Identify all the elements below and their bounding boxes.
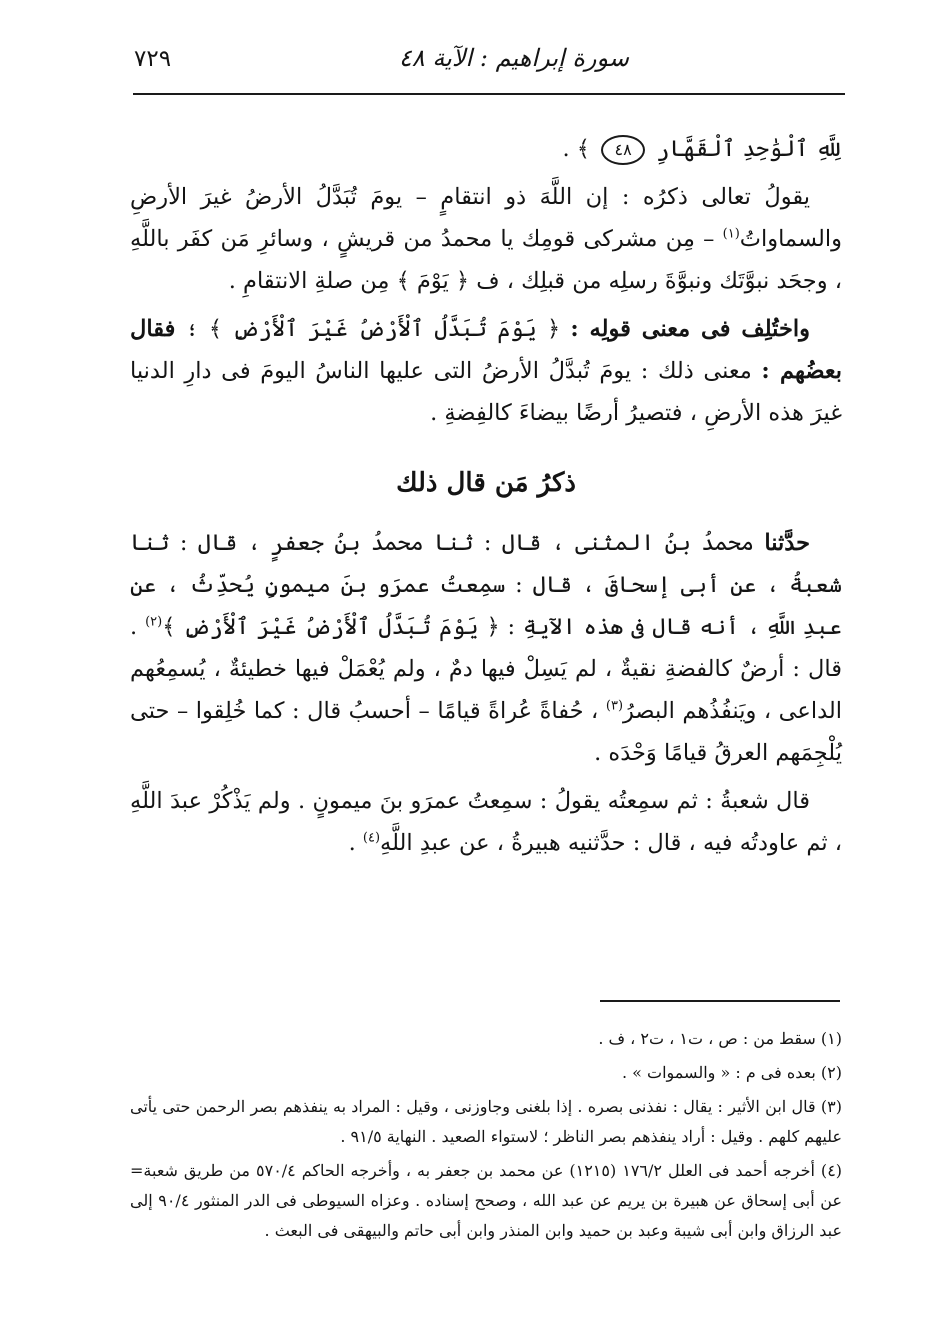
bold-lead: واختُلِف فى معنى قولِه : <box>570 316 810 342</box>
hadith-paragraph <box>130 780 842 864</box>
text-run: محمدُ بنُ المثنى ، قال : ثنا محمدُ بنُ جعفرٍ ، قال : ثنا شعبةُ ، عن أبى إسحاقَ ، قال : سمِعتُ عمرَو بنَ ميمونٍ يُحدِّثُ ، عن عبدِ اللَّهِ ، أنه قال فى هذه الآيةِ : <box>130 530 842 640</box>
verse-ending <box>130 128 842 170</box>
text-run: معنى ذلك : يومَ تُبدَّلُ الأرضُ التى عليها الناسُ اليومَ فى دارِ الدنيا غيرَ هذه الأرضِ ، فتصيرُ أرضًا بيضاءَ كالفِضةِ . <box>130 358 842 426</box>
footnote-ref[interactable]: (٣) <box>605 698 624 714</box>
quran-text: لِلَّهِ ٱلْوَٰحِدِ ٱلْقَهَّارِ <box>656 136 842 162</box>
footnote-4-text: (٤) أخرجه أحمد فى العلل ١٧٦/٢ (١٢١٥) عن محمد بن جعفر به ، وأخرجه الحاكم ٥٧٠/٤ من طريق شعبة عن أبى إسحاق عن هبيرة بن يريم عن عبد الله ، وصحح إسناده . وعزاه السيوطى فى الدر المنثور ٩٠/٤ إلى عبد الرزاق وابن أبى شيبة وعبد بن حميد وابن المنذر وابن أبى حاتم والبيهقى فى البعث . <box>130 1161 843 1240</box>
footnote-2: (٢) بعده فى م : « والسموات » . <box>621 1063 842 1082</box>
verse-close: ﴾ . <box>562 136 590 162</box>
bold-lead: فقال بعضُهم : <box>130 316 842 384</box>
quran-text: ﴿ يَوْمَ تُبَدَّلُ ٱلْأَرْضُ غَيْرَ ٱلْأَرْضِ ﴾ ؛ <box>185 316 561 342</box>
footnote-ref[interactable]: (٤) <box>362 830 381 846</box>
ayah-number-marker: ٤٨ <box>601 135 645 165</box>
page-number: ٧٢٩ <box>134 46 172 72</box>
text-run: ، حُفاةً عُراةً قيامًا – أحسبُ قال : كما خُلِقوا – حتى يُلْجِمَهم العرقُ قيامًا وَحْدَه . <box>130 698 842 766</box>
commentary-paragraph <box>130 308 842 434</box>
hadith-paragraph <box>130 522 842 774</box>
text-run: . قال : أرضٌ كالفضةِ نقيةٌ ، لم يَسِلْ فيها دمٌ ، ولم يُعْمَلْ فيها خطيئةٌ ، يُسمِعُهم الداعى ، ويَنفُذُهم البصرُ <box>130 614 843 724</box>
footnote-4 <box>130 1156 842 1246</box>
footnote-3: (٣) قال ابن الأثير : يقال : نفذنى بصره . إذا بلغنى وجاوزنى ، وقيل : المراد به ينفذهم بصر الرحمن حتى يأتى عليهم كلهم . وقيل : أراد ينفذهم بصر الناظر ؛ لاستواء الصعيد . النهاية ٩١/٥ . <box>130 1097 842 1146</box>
header-rule <box>133 93 845 95</box>
commentary-paragraph <box>130 176 842 302</box>
text-run: قال شعبةُ : ثم سمِعتُه يقولُ : سمِعتُ عمرَو بنَ ميمونٍ . ولم يَذْكُرْ عبدَ اللَّهِ ، ثم عاودتُه فيه ، قال : حدَّثنيه هبيرةُ ، عن عبدِ اللَّهِ <box>130 788 842 856</box>
running-title: سورة إبراهيم : الآية ٤٨ <box>398 44 629 72</box>
section-heading: ذكرُ مَن قال ذلك <box>396 468 576 498</box>
footnotes <box>130 1024 842 1250</box>
text-run: – مِن مشركى قومِك يا محمدُ من قريشٍ ، وسائرِ مَن كفَر باللَّهِ ، وجحَد نبوَّتَك ونبوَّةَ رسلِه من قبلِك ، ف ﴿ يَوْمَ ﴾ مِن صلةِ الانتقامِ . <box>130 226 842 294</box>
footnote-rule <box>600 1000 840 1002</box>
quran-text: ﴿ يَوْمَ تُبَدَّلُ ٱلْأَرْضُ غَيْرَ ٱلْأَرْضِ ﴾ <box>162 614 500 640</box>
text-run: . <box>348 830 356 856</box>
text-run: يقولُ تعالى ذكرُه : إن اللَّهَ ذو انتقامٍ – يومَ تُبَدَّلُ الأرضُ غيرَ الأرضِ والسماواتُ <box>130 184 842 252</box>
main-text <box>130 128 842 864</box>
footnote-1: (١) سقط من : ص ، ت١ ، ت٢ ، ف . <box>598 1029 842 1048</box>
footnote-ref[interactable]: (١) <box>722 226 740 242</box>
bold-lead: حدَّثنا <box>764 530 810 556</box>
page-header <box>132 44 844 90</box>
footnote-ref[interactable]: (٢) <box>145 614 163 630</box>
continuation-mark: = <box>130 1161 144 1180</box>
